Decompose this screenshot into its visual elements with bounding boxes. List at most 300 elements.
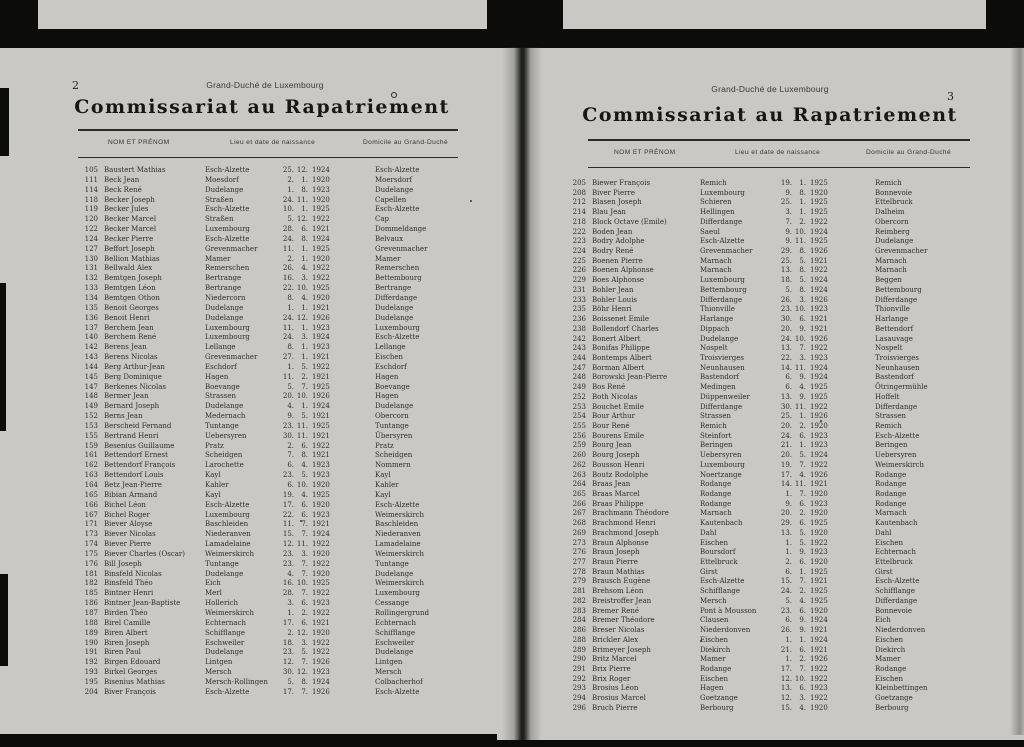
row-birthplace: Thionville: [700, 305, 735, 314]
row-number: 273: [572, 538, 586, 547]
row-birth-year: 1924: [312, 677, 330, 686]
row-birthplace: Medingen: [700, 383, 736, 392]
row-birth-year: 1922: [312, 362, 330, 371]
row-name: Biren Joseph: [104, 638, 150, 647]
row-birthplace: Schifflange: [205, 628, 245, 637]
row-birth-month: 7.: [301, 382, 308, 391]
row-name: Berkenes Nicolas: [104, 382, 166, 391]
row-number: 205: [572, 179, 586, 187]
row-birth-month: 4.: [301, 461, 308, 470]
row-number: 174: [84, 540, 98, 549]
row-birth-year: 1922: [312, 274, 330, 283]
row-birth-month: 6.: [799, 684, 806, 693]
row-domicile: Ötringermühle: [875, 383, 928, 392]
row-domicile: Kayl: [375, 490, 391, 499]
row-number: 226: [572, 266, 586, 275]
row-number: 130: [84, 254, 98, 263]
row-birth-year: 1920: [810, 421, 828, 430]
row-birth-month: 9.: [799, 626, 806, 635]
row-name: Bisenius Mathias: [104, 677, 165, 686]
row-birth-year: 1926: [312, 687, 330, 696]
row-number: 136: [84, 313, 98, 322]
row-number: 185: [84, 589, 98, 598]
table-row: [566, 636, 972, 646]
table-row: [566, 694, 972, 704]
row-domicile: Neunhausen: [875, 363, 920, 372]
row-birth-month: 1.: [799, 635, 806, 644]
row-birth-year: 1923: [810, 305, 828, 314]
row-birthplace: Mersch: [205, 668, 232, 677]
row-birthplace: Bettembourg: [700, 285, 747, 294]
row-number: 262: [572, 460, 586, 469]
row-name: Bourg Joseph: [592, 451, 640, 460]
row-name: Bermer Jean: [104, 392, 149, 401]
row-name: Brehsom Léon: [592, 587, 644, 596]
row-number: 208: [572, 188, 586, 197]
row-birthplace: Esch-Alzette: [700, 237, 745, 246]
row-number: 140: [84, 333, 98, 342]
row-name: Bourens Emile: [592, 431, 645, 440]
row-domicile: Niederanven: [375, 530, 421, 539]
row-birth-month: 1.: [301, 254, 308, 263]
row-birth-year: 1923: [810, 684, 828, 693]
row-birth-year: 1922: [312, 638, 330, 647]
row-birth-year: 1925: [810, 587, 828, 596]
row-birth-day: 6.: [785, 616, 792, 625]
row-domicile: Dudelange: [875, 237, 914, 246]
row-birth-year: 1926: [312, 392, 330, 401]
row-name: Bemtgen Léon: [104, 284, 156, 293]
table-row: [566, 684, 972, 694]
row-birth-day: 6.: [287, 481, 294, 489]
row-birth-year: 1920: [810, 509, 828, 518]
row-birth-day: 17.: [780, 470, 792, 479]
row-number: 229: [572, 276, 586, 285]
row-name: Bichel Roger: [104, 510, 150, 519]
row-birth-day: 4.: [287, 402, 294, 411]
row-birth-day: 12.: [780, 694, 792, 703]
row-birthplace: Düppenweiler: [700, 392, 750, 401]
row-birth-day: 22.: [282, 510, 294, 519]
row-birth-year: 1921: [810, 645, 828, 654]
row-birthplace: Boursdorf: [700, 548, 736, 557]
row-birth-year: 1922: [312, 264, 330, 273]
row-birth-month: 7.: [301, 569, 308, 578]
row-birthplace: Hagen: [700, 684, 724, 693]
row-birthplace: Remerschen: [205, 264, 250, 273]
row-birth-day: 20.: [282, 392, 294, 401]
table-row: [78, 255, 460, 265]
table-row: [566, 607, 972, 617]
table-row: [78, 363, 460, 373]
row-number: 263: [572, 470, 586, 479]
scan-black-bar-bottom-right: [497, 740, 1024, 747]
row-number: 166: [84, 500, 98, 509]
table-row: [566, 422, 972, 432]
column-header-name-right: NOM ET PRÉNOM: [614, 149, 676, 156]
row-name: Birkel Georges: [104, 668, 158, 677]
row-birthplace: Esch-Alzette: [205, 166, 250, 174]
row-birth-month: 7.: [799, 664, 806, 673]
row-birthplace: Eischen: [700, 674, 729, 683]
row-birth-year: 1923: [810, 499, 828, 508]
row-birth-day: 12.: [282, 658, 294, 667]
row-name: Biewer François: [592, 179, 651, 187]
row-number: 238: [572, 324, 586, 333]
row-birthplace: Strassen: [205, 392, 236, 401]
row-birth-day: 24.: [780, 587, 792, 596]
row-birthplace: Esch-Alzette: [700, 577, 745, 586]
row-birth-day: 13.: [780, 528, 792, 537]
row-birth-year: 1924: [312, 234, 330, 243]
row-name: Biever Pierre: [104, 540, 152, 549]
row-birth-day: 1.: [785, 490, 792, 498]
row-birth-month: 11.: [296, 431, 308, 440]
scan-edge-mark-left-1: [0, 88, 9, 156]
row-number: 294: [572, 694, 586, 703]
table-row: [78, 186, 460, 196]
row-name: Berens Nicolas: [104, 353, 158, 362]
row-birth-month: 7.: [799, 577, 806, 586]
table-row: [566, 665, 972, 675]
row-name: Biever Nicolas: [104, 530, 156, 539]
row-birth-year: 1923: [312, 323, 330, 332]
row-birth-day: 22.: [780, 353, 792, 362]
row-number: 118: [84, 195, 98, 204]
row-number: 268: [572, 519, 586, 528]
row-name: Both Nicolas: [592, 392, 638, 401]
table-row: [78, 353, 460, 363]
row-number: 191: [84, 648, 98, 657]
row-domicile: Strassen: [875, 412, 906, 421]
row-name: Berens Jean: [104, 343, 147, 352]
country-heading-right: Grand-Duché de Luxembourg: [711, 84, 829, 94]
row-birth-month: 5.: [799, 451, 806, 460]
row-birth-day: 9.: [785, 188, 792, 197]
row-birth-year: 1925: [312, 490, 330, 499]
row-birthplace: Berbourg: [700, 703, 734, 712]
row-birth-day: 19.: [282, 490, 294, 499]
row-number: 124: [84, 234, 98, 243]
row-birth-day: 3.: [785, 208, 792, 217]
row-birth-month: 1.: [301, 244, 308, 253]
row-number: 173: [84, 530, 98, 539]
row-birth-month: 5.: [799, 276, 806, 285]
row-domicile: Marnach: [875, 266, 907, 275]
row-birthplace: Eischen: [700, 635, 729, 644]
row-number: 155: [84, 431, 98, 440]
row-name: Braun Mathias: [592, 567, 645, 576]
table-row: [566, 480, 972, 490]
table-row: [78, 284, 460, 294]
row-birthplace: Boevange: [205, 382, 240, 391]
row-birth-day: 14.: [780, 480, 792, 489]
row-birth-year: 1924: [810, 285, 828, 294]
row-birth-day: 15.: [780, 703, 792, 712]
row-domicile: Colbacherhof: [375, 677, 423, 686]
row-birth-month: 3.: [301, 549, 308, 558]
row-name: Block Octave (Emile): [592, 217, 667, 226]
row-birthplace: Differdange: [700, 402, 743, 411]
row-birth-day: 5.: [287, 382, 294, 391]
row-number: 281: [572, 587, 586, 596]
table-row: [78, 402, 460, 412]
row-birth-day: 18.: [282, 638, 294, 647]
page-number-right: 3: [947, 90, 954, 103]
table-row: [566, 441, 972, 451]
row-birth-year: 1924: [810, 616, 828, 625]
row-birthplace: Hellingen: [700, 208, 735, 217]
row-domicile: Esch-Alzette: [875, 577, 920, 586]
row-name: Bintner Jean-Baptiste: [104, 599, 181, 608]
row-birth-day: 26.: [780, 626, 792, 635]
table-row: [566, 704, 972, 714]
row-number: 252: [572, 392, 586, 401]
table-row: [566, 237, 972, 247]
row-birth-year: 1921: [810, 324, 828, 333]
row-domicile: Weimerskirch: [375, 549, 424, 558]
row-domicile: Mersch: [375, 668, 402, 677]
row-birth-year: 1923: [312, 668, 330, 677]
table-row: [566, 305, 972, 315]
row-birth-month: 6.: [799, 645, 806, 654]
table-row: [78, 589, 460, 599]
row-birth-day: 29.: [780, 519, 792, 528]
row-birth-day: 10.: [282, 205, 294, 214]
row-birth-month: 2.: [301, 608, 308, 617]
row-birthplace: Beringen: [700, 441, 733, 450]
row-birthplace: Schieren: [700, 198, 732, 207]
row-birth-day: 1.: [287, 185, 294, 194]
row-number: 190: [84, 638, 98, 647]
row-number: 192: [84, 658, 98, 667]
row-birth-day: 1.: [785, 548, 792, 557]
row-domicile: Harlange: [875, 315, 909, 324]
row-birthplace: Dudelange: [700, 334, 739, 343]
row-birth-day: 18.: [780, 276, 792, 285]
row-birth-month: 12.: [296, 668, 308, 677]
row-birth-day: 11.: [282, 372, 294, 381]
row-name: Bonert Albert: [592, 334, 641, 343]
row-name: Bettendorf Louis: [104, 471, 164, 480]
table-row: [566, 626, 972, 636]
row-birth-month: 6.: [799, 606, 806, 615]
row-name: Benoit Henri: [104, 313, 150, 322]
row-birth-year: 1920: [312, 628, 330, 637]
row-birth-month: 10.: [296, 481, 308, 489]
row-birth-year: 1925: [312, 205, 330, 214]
table-row: [566, 675, 972, 685]
row-birth-day: 16.: [282, 274, 294, 283]
row-birth-month: 12.: [296, 313, 308, 322]
row-number: 176: [84, 559, 98, 568]
row-birth-year: 1925: [312, 382, 330, 391]
row-birth-day: 7.: [785, 217, 792, 226]
row-birth-year: 1926: [312, 658, 330, 667]
row-birth-year: 1920: [312, 569, 330, 578]
row-domicile: Ettelbruck: [875, 198, 913, 207]
row-number: 225: [572, 256, 586, 265]
row-birth-month: 1.: [301, 303, 308, 312]
row-birth-year: 1921: [810, 480, 828, 489]
row-birth-day: 16.: [282, 579, 294, 588]
row-birth-day: 21.: [780, 645, 792, 654]
row-name: Becker Jules: [104, 205, 149, 214]
row-birth-month: 6.: [799, 431, 806, 440]
row-number: 181: [84, 569, 98, 578]
row-birthplace: Diekirch: [700, 645, 731, 654]
row-domicile: Schifflange: [375, 628, 415, 637]
row-name: Borowski Jean-Pierre: [592, 373, 668, 382]
repatriation-table-right: [566, 179, 972, 714]
row-birth-month: 6.: [301, 500, 308, 509]
scan-edge-mark-left-2: [0, 283, 6, 431]
table-row: [566, 490, 972, 500]
row-domicile: Esch-Alzette: [875, 431, 920, 440]
row-birthplace: Echternach: [205, 618, 246, 627]
row-birth-month: 3.: [301, 274, 308, 283]
row-number: 254: [572, 412, 586, 421]
row-birth-month: 6.: [301, 618, 308, 627]
row-birthplace: Rodange: [700, 664, 732, 673]
table-row: [78, 678, 460, 688]
row-birth-month: 8.: [301, 451, 308, 460]
row-birth-day: 30.: [282, 668, 294, 677]
row-birthplace: Dippach: [700, 324, 730, 333]
row-number: 291: [572, 664, 586, 673]
row-birthplace: Luxembourg: [205, 225, 250, 234]
row-domicile: Luxembourg: [375, 323, 420, 332]
row-number: 222: [572, 227, 586, 236]
row-birthplace: Bertrange: [205, 284, 242, 293]
row-number: 120: [84, 215, 98, 224]
row-number: 286: [572, 626, 586, 635]
row-birth-year: 1921: [810, 577, 828, 586]
row-birth-day: 1.: [785, 635, 792, 644]
row-birth-day: 11.: [282, 520, 294, 529]
row-birth-month: 2.: [799, 421, 806, 430]
row-domicile: Thionville: [875, 305, 910, 314]
table-row: [566, 247, 972, 257]
row-birth-month: 10.: [794, 674, 806, 683]
table-row: [78, 599, 460, 609]
header-rule-bottom-right: [588, 167, 970, 168]
row-birth-month: 5.: [301, 362, 308, 371]
row-birthplace: Tuntange: [205, 559, 239, 568]
row-birthplace: Luxembourg: [700, 276, 745, 285]
row-birth-day: 28.: [282, 589, 294, 598]
row-birth-year: 1924: [312, 333, 330, 342]
row-birth-day: 2.: [287, 628, 294, 637]
row-name: Becker Pierre: [104, 234, 154, 243]
row-name: Bettendorf François: [104, 461, 176, 470]
table-row: [566, 500, 972, 510]
row-birth-year: 1925: [810, 208, 828, 217]
row-domicile: Beggen: [875, 276, 902, 285]
scan-right-edge-shadow: [1010, 47, 1024, 735]
row-birthplace: Esch-Alzette: [205, 234, 250, 243]
row-birth-year: 1925: [312, 579, 330, 588]
row-number: 256: [572, 431, 586, 440]
row-birth-month: 1.: [799, 198, 806, 207]
row-domicile: Esch-Alzette: [375, 205, 420, 214]
row-number: 105: [84, 166, 98, 174]
row-number: 127: [84, 244, 98, 253]
row-name: Bemtgen Othon: [104, 293, 160, 302]
row-domicile: Ettelbruck: [875, 558, 913, 567]
row-domicile: Differdange: [875, 596, 918, 605]
row-domicile: Berbourg: [875, 703, 909, 712]
row-domicile: Dahl: [875, 528, 892, 537]
row-birth-year: 1922: [810, 344, 828, 353]
row-name: Bremer Théodore: [592, 616, 655, 625]
row-domicile: Troisvierges: [875, 353, 919, 362]
row-domicile: Eischen: [875, 674, 904, 683]
row-number: 278: [572, 567, 586, 576]
row-number: 212: [572, 198, 586, 207]
row-birth-month: 3.: [799, 353, 806, 362]
row-number: 292: [572, 674, 586, 683]
row-birthplace: Mamer: [205, 254, 231, 263]
row-domicile: Differdange: [875, 295, 918, 304]
row-birth-day: 11.: [282, 244, 294, 253]
row-birth-month: 11.: [794, 237, 806, 246]
row-birthplace: Larochette: [205, 461, 244, 470]
row-number: 131: [84, 264, 98, 273]
row-birth-year: 1923: [810, 441, 828, 450]
row-birth-month: 6.: [301, 599, 308, 608]
row-birth-year: 1926: [810, 334, 828, 343]
row-birth-month: 1.: [301, 353, 308, 362]
row-birth-day: 20.: [780, 509, 792, 518]
row-birthplace: Lellange: [205, 343, 236, 352]
table-row: [566, 189, 972, 199]
row-name: Birgen Edouard: [104, 658, 161, 667]
country-heading-left: Grand-Duché de Luxembourg: [206, 80, 324, 90]
row-birth-year: 1923: [810, 431, 828, 440]
row-birth-day: 6.: [287, 461, 294, 470]
row-name: Biever Charles (Oscar): [104, 549, 186, 558]
table-row: [78, 560, 460, 570]
row-name: Bettendorf Ernest: [104, 451, 168, 460]
row-domicile: Echternach: [375, 618, 416, 627]
row-birth-day: 9.: [287, 412, 294, 421]
row-name: Breistroffer Jean: [592, 596, 652, 605]
row-birth-year: 1925: [810, 237, 828, 246]
row-domicile: Pratz: [375, 441, 394, 450]
row-birth-year: 1925: [810, 383, 828, 392]
row-domicile: Dudelange: [375, 648, 414, 657]
row-domicile: Diekirch: [875, 645, 906, 654]
header-rule-top-right: [588, 139, 970, 141]
row-domicile: Lintgen: [375, 658, 403, 667]
table-row: [78, 501, 460, 511]
row-birth-year: 1926: [810, 412, 828, 421]
row-birth-day: 25.: [780, 198, 792, 207]
row-number: 243: [572, 344, 586, 353]
row-birth-year: 1921: [810, 626, 828, 635]
page-number-left: 2: [72, 79, 79, 92]
row-domicile: Capellen: [375, 195, 407, 204]
table-row: [566, 587, 972, 597]
table-row: [566, 461, 972, 471]
row-name: Berchem René: [104, 333, 157, 342]
row-birth-month: 6.: [799, 315, 806, 324]
row-domicile: Rodange: [875, 480, 907, 489]
scan-edge-mark-left-3: [0, 574, 8, 666]
row-name: Boutz Rodolphe: [592, 470, 649, 479]
row-birth-day: 15.: [282, 530, 294, 539]
